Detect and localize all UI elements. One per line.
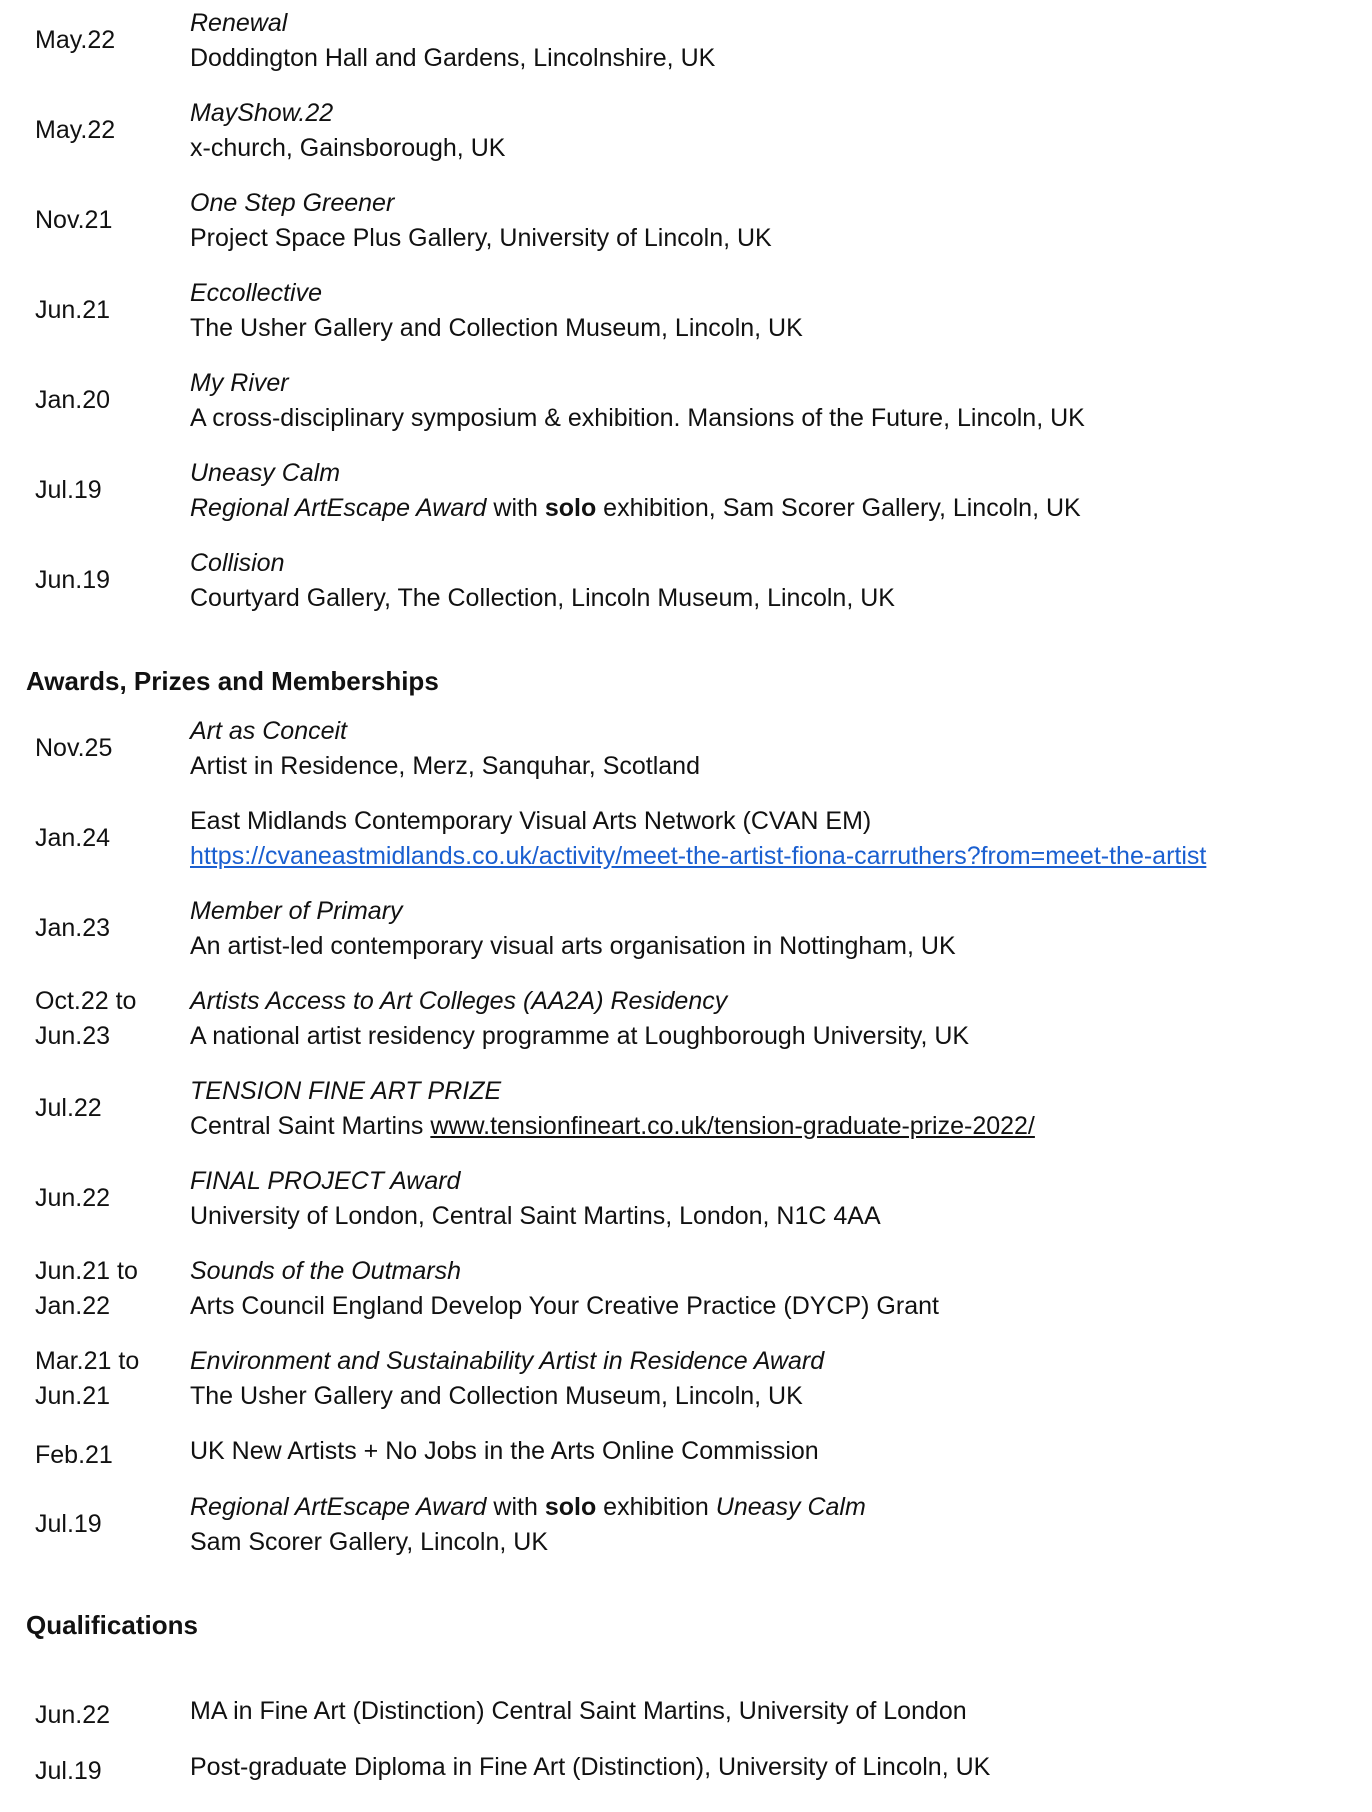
entry-date-start: Oct.22 to bbox=[35, 987, 137, 1015]
award-detail: Arts Council England Develop Your Creative Practice (DYCP) Grant bbox=[190, 1292, 939, 1320]
exhibition-title: Eccollective bbox=[190, 279, 322, 307]
award-title: TENSION FINE ART PRIZE bbox=[190, 1077, 502, 1105]
entry-description bbox=[190, 804, 1350, 874]
exhibition-venue: Doddington Hall and Gardens, Lincolnshire, UK bbox=[190, 44, 716, 72]
award-detail: University of London, Central Saint Martins, London, N1C 4AA bbox=[190, 1202, 881, 1230]
award-detail: Artist in Residence, Merz, Sanquhar, Scotland bbox=[190, 752, 700, 780]
entry-description bbox=[190, 1694, 1350, 1729]
entry-description bbox=[190, 456, 1350, 526]
award-title: Artists Access to Art Colleges (AA2A) Residency bbox=[190, 987, 728, 1015]
entry-date-end: Jun.23 bbox=[35, 1022, 111, 1050]
award-detail: The Usher Gallery and Collection Museum, Lincoln, UK bbox=[190, 1382, 803, 1410]
entry-description bbox=[190, 1344, 1350, 1414]
entry-description bbox=[190, 1490, 1350, 1560]
exhibition-venue bbox=[190, 491, 1350, 526]
entry-date: Jun.22 bbox=[35, 1701, 111, 1729]
award-title: Member of Primary bbox=[190, 897, 403, 925]
entry-description bbox=[190, 96, 1350, 166]
solo-text: solo bbox=[544, 1493, 597, 1521]
entry-date-start: Jun.21 to bbox=[35, 1257, 138, 1285]
entry-date: Jun.21 bbox=[35, 296, 111, 324]
entry-date bbox=[35, 1254, 185, 1324]
award-detail: East Midlands Contemporary Visual Arts Network (CVAN EM) bbox=[190, 807, 872, 835]
entry-description bbox=[190, 1164, 1350, 1234]
exhibition-title: Renewal bbox=[190, 9, 288, 37]
entry-description bbox=[190, 6, 1350, 76]
entry-date-end: Jun.21 bbox=[35, 1382, 111, 1410]
award-name: Regional ArtEscape Award bbox=[190, 494, 487, 522]
tension-link[interactable]: www.tensionfineart.co.uk/tension-graduate-prize-2022/ bbox=[430, 1112, 1035, 1140]
exhibition-venue: x-church, Gainsborough, UK bbox=[190, 134, 506, 162]
entry-date: Jul.19 bbox=[35, 1757, 102, 1785]
entry-description bbox=[190, 984, 1350, 1054]
entry-date: Jan.20 bbox=[35, 386, 111, 414]
qualification-detail: MA in Fine Art (Distinction) Central Saint Martins, University of London bbox=[190, 1697, 967, 1725]
exhibition-venue: A cross-disciplinary symposium & exhibition. Mansions of the Future, Lincoln, UK bbox=[190, 404, 1085, 432]
award-title: FINAL PROJECT Award bbox=[190, 1167, 461, 1195]
exhibition-title: My River bbox=[190, 369, 289, 397]
venue-text: exhibition, Sam Scorer Gallery, Lincoln, UK bbox=[596, 494, 1081, 522]
award-title: Environment and Sustainability Artist in Residence Award bbox=[190, 1347, 825, 1375]
entry-description bbox=[190, 894, 1350, 964]
entry-date: May.22 bbox=[35, 116, 116, 144]
entry-date-end: Jan.22 bbox=[35, 1292, 111, 1320]
entry-date: Jun.19 bbox=[35, 566, 111, 594]
award-detail bbox=[190, 1109, 1350, 1144]
cvan-link[interactable]: https://cvaneastmidlands.co.uk/activity/meet-the-artist-fiona-carruthers?from=meet-the-artist bbox=[190, 842, 1207, 870]
exhibition-venue: The Usher Gallery and Collection Museum, Lincoln, UK bbox=[190, 314, 803, 342]
qualification-detail: Post-graduate Diploma in Fine Art (Distinction), University of Lincoln, UK bbox=[190, 1753, 991, 1781]
connector-text: with bbox=[486, 1493, 545, 1521]
entry-date: Nov.25 bbox=[35, 734, 113, 762]
entry-description bbox=[190, 1254, 1350, 1324]
section-heading-awards: Awards, Prizes and Memberships bbox=[26, 666, 439, 696]
exhibition-title: Collision bbox=[190, 549, 285, 577]
entry-date bbox=[35, 1344, 185, 1414]
entry-description bbox=[190, 1074, 1350, 1144]
solo-text: solo bbox=[544, 494, 597, 522]
exhibition-title: MayShow.22 bbox=[190, 99, 334, 127]
connector-text: with bbox=[486, 494, 545, 522]
entry-description bbox=[190, 186, 1350, 256]
exhibition-venue: Courtyard Gallery, The Collection, Lincoln Museum, Lincoln, UK bbox=[190, 584, 895, 612]
award-detail: UK New Artists + No Jobs in the Arts Online Commission bbox=[190, 1437, 819, 1465]
entry-date: Jun.22 bbox=[35, 1184, 111, 1212]
exhibition-venue: Project Space Plus Gallery, University of Lincoln, UK bbox=[190, 224, 772, 252]
award-detail: An artist-led contemporary visual arts organisation in Nottingham, UK bbox=[190, 932, 956, 960]
entry-date bbox=[35, 984, 185, 1054]
exhibition-title: Uneasy Calm bbox=[190, 459, 341, 487]
entry-date: Nov.21 bbox=[35, 206, 113, 234]
award-title: Sounds of the Outmarsh bbox=[190, 1257, 461, 1285]
entry-date-start: Mar.21 to bbox=[35, 1347, 140, 1375]
entry-date: Jul.19 bbox=[35, 476, 102, 504]
entry-date: May.22 bbox=[35, 26, 116, 54]
entry-date: Feb.21 bbox=[35, 1441, 113, 1469]
entry-date: Jan.23 bbox=[35, 914, 111, 942]
award-title bbox=[190, 1490, 1350, 1525]
award-name: Regional ArtEscape Award bbox=[190, 1493, 487, 1521]
award-title: Art as Conceit bbox=[190, 717, 348, 745]
award-detail: A national artist residency programme at Loughborough University, UK bbox=[190, 1022, 970, 1050]
entry-date: Jan.24 bbox=[35, 824, 111, 852]
entry-date: Jul.19 bbox=[35, 1510, 102, 1538]
entry-date: Jul.22 bbox=[35, 1094, 102, 1122]
work-title: Uneasy Calm bbox=[715, 1493, 866, 1521]
award-detail: Sam Scorer Gallery, Lincoln, UK bbox=[190, 1528, 548, 1556]
exhibition-text: exhibition bbox=[596, 1493, 716, 1521]
entry-description bbox=[190, 276, 1350, 346]
entry-description bbox=[190, 714, 1350, 784]
entry-description bbox=[190, 1750, 1350, 1785]
exhibition-title: One Step Greener bbox=[190, 189, 395, 217]
entry-description bbox=[190, 546, 1350, 616]
entry-description bbox=[190, 1434, 1350, 1469]
award-detail-prefix: Central Saint Martins bbox=[190, 1112, 431, 1140]
section-heading-qualifications: Qualifications bbox=[26, 1610, 198, 1640]
entry-description bbox=[190, 366, 1350, 436]
